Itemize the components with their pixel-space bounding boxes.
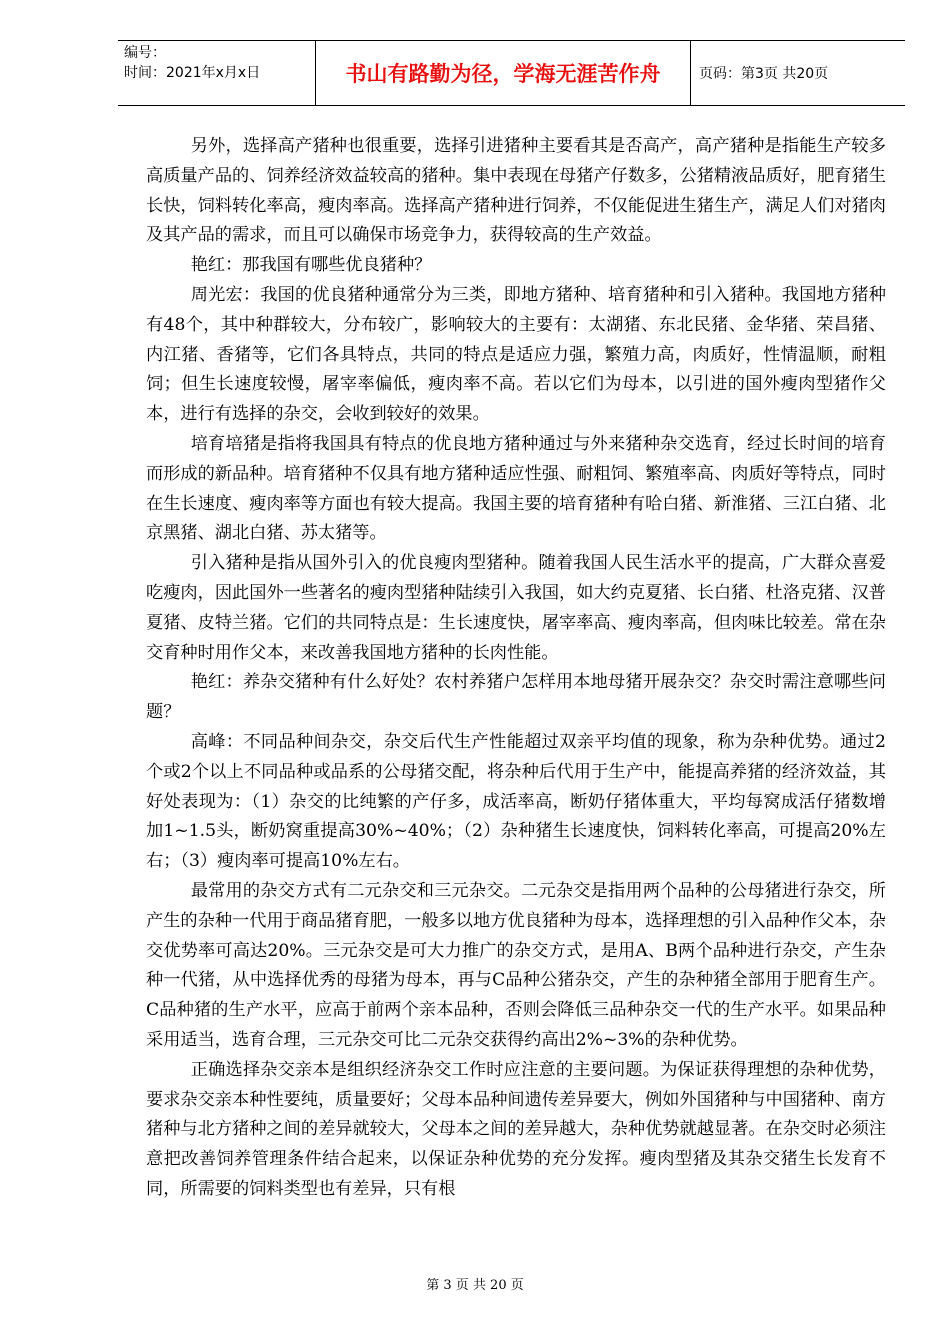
paragraph: 艳红：养杂交猪种有什么好处？农村养猪户怎样用本地母猪开展杂交？杂交时需注意哪些问题？ <box>146 672 886 723</box>
header-left <box>118 41 315 105</box>
paragraph: 最常用的杂交方式有二元杂交和三元杂交。二元杂交是指用两个品种的公母猪进行杂交，所产生的杂种一代用于商品猪育肥，一般多以地方优良猪种为母本，选择理想的引入品种作父本，杂交优势率可高达20%。三元杂交是可大力推广的杂交方式，是用A、B两个品种进行杂交，产生杂种一代猪，从中选择优秀的母猪为母本，再与C品种公猪杂交，产生的杂种猪全部用于肥育生产。C品种猪的生产水平，应高于前两个亲本品种，否则会降低三品种杂交一代的生产水平。如果品种采用适当，选育合理，三元杂交可比二元杂交获得约高出2%~3%的杂种优势。 <box>146 880 886 1050</box>
paragraph: 另外，选择高产猪种也很重要，选择引进猪种主要看其是否高产，高产猪种是指能生产较多高质量产品的、饲养经济效益较高的猪种。集中表现在母猪产仔数多，公猪精液品质好，肥育猪生长快，饲料转化率高，瘦肉率高。选择高产猪种进行饲养，不仅能促进生猪生产，满足人们对猪肉及其产品的需求，而且可以确保市场竞争力，获得较高的生产效益。 <box>146 136 886 246</box>
paragraph: 高峰：不同品种间杂交，杂交后代生产性能超过双亲平均值的现象，称为杂种优势。通过2个或2个以上不同品种或品系的公母猪交配，将杂种后代用于生产中，能提高养猪的经济效益，其好处表现为：（1）杂交的比纯繁的产仔多，成活率高，断奶仔猪体重大，平均每窝成活仔猪数增加1~1.5头，断奶窝重提高30%~40%；（2）杂种猪生长速度快，饲料转化率高，可提高20%左右；（3）瘦肉率可提高10%左右。 <box>146 731 886 872</box>
number-label: 编号： <box>124 45 166 61</box>
page-header <box>118 40 905 106</box>
time-label: 时间：2021年x月x日 <box>124 65 261 81</box>
paragraph: 艳红：那我国有哪些优良猪种？ <box>190 255 432 276</box>
header-motto: 书山有路勤为径，学海无涯苦作舟 <box>315 41 691 105</box>
paragraph: 培育培猪是指将我国具有特点的优良地方猪种通过与外来猪种杂交选育，经过长时间的培育而形成的新品种。培育猪种不仅具有地方猪种适应性强、耐粗饲、繁殖率高、肉质好等特点，同时在生长速度、瘦肉率等方面也有较大提高。我国主要的培育猪种有哈白猪、新淮猪、三江白猪、北京黑猪、湖北白猪、苏太猪等。 <box>146 433 886 544</box>
paragraph: 正确选择杂交亲本是组织经济杂交工作时应注意的主要问题。为保证获得理想的杂种优势，要求杂交亲本种性要纯，质量要好；父母本品种间遗传差异要大，例如外国猪种与中国猪种、南方猪种与北方猪种之间的差异就较大，父母本之间的差异越大，杂种优势就越显著。在杂交时必须注意把改善饲养管理条件结合起来，以保证杂种优势的充分发挥。瘦肉型猪及其杂交猪生长发育不同，所需要的饲料类型也有差异，只有根 <box>146 1059 886 1199</box>
page-footer: 第 3 页 共 20 页 <box>426 1278 524 1293</box>
paragraph: 引入猪种是指从国外引入的优良瘦肉型猪种。随着我国人民生活水平的提高，广大群众喜爱吃瘦肉，因此国外一些著名的瘦肉型猪种陆续引入我国，如大约克夏猪、长白猪、杜洛克猪、汉普夏猪、皮特兰猪。它们的共同特点是：生长速度快，屠宰率高、瘦肉率高，但肉味比较差。常在杂交育种时用作父本，来改善我国地方猪种的长肉性能。 <box>146 553 886 663</box>
paragraph: 周光宏：我国的优良猪种通常分为三类，即地方猪种、培育猪种和引入猪种。我国地方猪种有48个，其中种群较大，分布较广，影响较大的主要有：太湖猪、东北民猪、金华猪、荣昌猪、内江猪、香猪等，它们各具特点，共同的特点是适应力强，繁殖力高，肉质好，性情温顺，耐粗饲；但生长速度较慢，屠宰率偏低，瘦肉率不高。若以它们为母本，以引进的国外瘦肉型猪作父本，进行有选择的杂交，会收到较好的效果。 <box>146 284 886 425</box>
header-page-info: 页码：第3页 共20页 <box>699 66 829 82</box>
document-body <box>146 132 886 1205</box>
